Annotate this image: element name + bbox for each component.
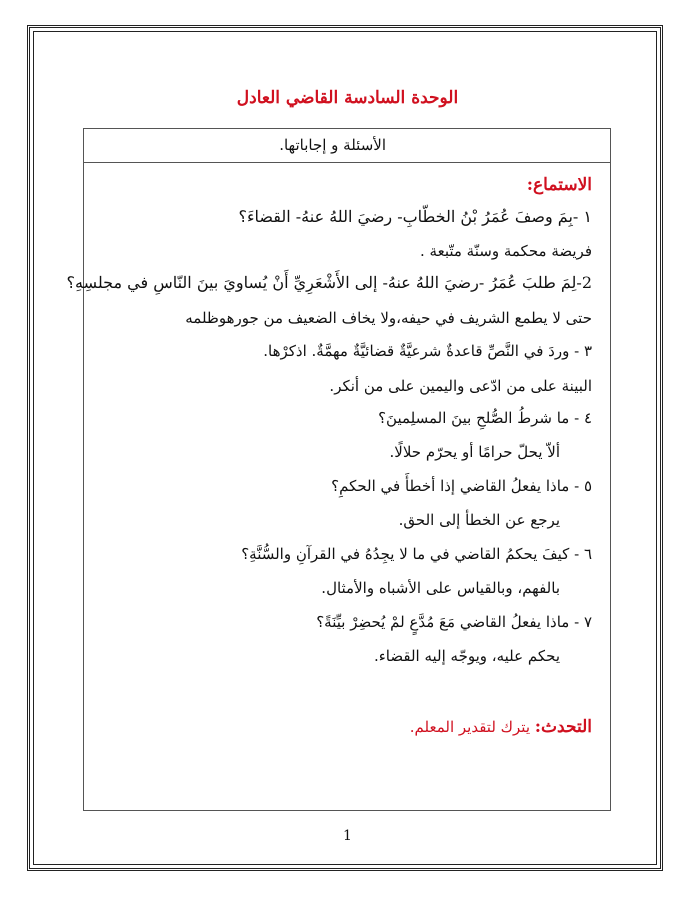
answer-1: فريضة محكمة وسنّة متّبعة . [420,242,592,260]
unit-title: الوحدة السادسة القاضي العادل [236,88,459,108]
answer-7: يحكم عليه، ويوجّه إليه القضاء. [373,647,560,665]
answer-2: حتى لا يطمع الشريف في حيفه،ولا يخاف الضعيف من جورهوظلمه [185,309,592,327]
question-6: ٦ - كيفَ يحكمُ القاضي في ما لا يجِدُهُ في القرآنِ والسُّنَّةِ؟ [241,545,592,563]
speaking-section [410,717,592,737]
question-7: ٧ - ماذا يفعلُ القاضي مَعَ مُدَّعٍ لمْ يُحضِرْ بيِّنَةً؟ [316,613,592,631]
page-number: 1 [343,828,352,844]
questions-header: الأسئلة و إجاباتها. [279,136,386,154]
listening-label: الاستماع: [526,175,592,195]
speaking-label: التحدث: [534,717,592,737]
question-2: 2-لِمَ طلبَ عُمَرُ -رضيَ اللهُ عنهُ- إلى الأَشْعَرِيِّ أَنْ يُساويَ بينَ النّاسِ في مجلسِهِ؟ [66,273,592,292]
content-box [66,128,611,811]
question-1: ١ -بِمَ وصفَ عُمَرُ بْنُ الخطّابِ- رضيَ اللهُ عنهُ- القضاءَ؟ [238,207,592,226]
answer-3: البينة على من ادّعى واليمين على من أنكر. [329,377,592,395]
answer-5: يرجع عن الخطأ إلى الحق. [398,511,560,529]
question-4: ٤ - ما شرطُ الصُّلحِ بينَ المسلِمينَ؟ [378,409,592,427]
question-5: ٥ - ماذا يفعلُ القاضي إذا أخطأَ في الحكمِ؟ [331,477,592,495]
questions-header-row [84,129,610,163]
speaking-text: يترك لتقدير المعلم. [409,718,530,736]
answer-6: بالفهم، وبالقياس على الأشباه والأمثال. [321,579,560,597]
question-3: ٣ - وردَ في النَّصِّ قاعدةٌ شرعيَّةٌ قضائيَّةٌ مهمَّةٌ. اذكرْها. [263,342,592,360]
answer-4: ألاّ يحلّ حرامًا أو يحرّم حلالًا. [389,443,560,461]
